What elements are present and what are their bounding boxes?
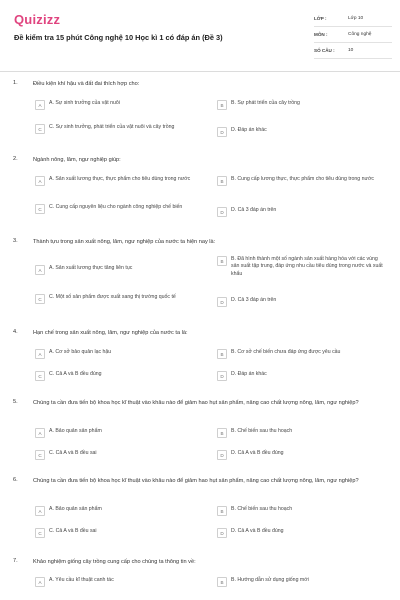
option-letter-box: D — [217, 371, 227, 381]
option-letter-box: B — [217, 349, 227, 359]
option-letter-box: B — [217, 577, 227, 587]
option-b[interactable] — [217, 506, 387, 516]
option-text: B. Cung cấp lương thực, thực phẩm cho tiêu dùng trong nước — [231, 176, 374, 182]
option-c[interactable] — [35, 204, 205, 214]
option-letter-box: D — [217, 207, 227, 217]
option-text: B. Cơ sở chế biến chưa đáp ứng được yêu cầu — [231, 349, 341, 355]
meta-subject-row — [314, 27, 392, 43]
option-letter-box: C — [35, 371, 45, 381]
question-number: 3. — [13, 238, 18, 244]
option-b[interactable] — [217, 176, 387, 186]
option-letter-box: C — [35, 204, 45, 214]
option-letter-box: A — [35, 349, 45, 359]
option-letter-box: A — [35, 428, 45, 438]
question-number: 5. — [13, 399, 18, 405]
meta-label: MÔN : — [314, 32, 328, 37]
question-number: 4. — [13, 329, 18, 335]
meta-count-row — [314, 43, 392, 59]
question-number: 1. — [13, 80, 18, 86]
option-c[interactable] — [35, 528, 205, 538]
option-letter-box: D — [217, 528, 227, 538]
meta-label: LỚP : — [314, 16, 327, 21]
option-text: B. Sự phát triển của cây trồng — [231, 100, 300, 106]
option-text: B. Đã hình thành một số ngành sản xuất hàng hóa với các vùng sản xuất tập trung, đáp ứng nhu cầu tiêu dùng trong nước và xuất khẩu — [231, 256, 383, 277]
option-text: A. Bảo quản sản phẩm — [49, 428, 102, 434]
meta-class-row — [314, 11, 392, 27]
option-letter-box: A — [35, 100, 45, 110]
question-number: 7. — [13, 558, 18, 564]
option-text: D. Đáp án khác — [231, 371, 267, 377]
option-text: D. Cả 3 đáp án trên — [231, 207, 277, 213]
option-letter-box: B — [217, 100, 227, 110]
option-text: C. Cả A và B đều đúng — [49, 371, 102, 377]
option-letter-box: A — [35, 506, 45, 516]
meta-value: 10 — [348, 48, 354, 53]
option-d[interactable] — [217, 371, 387, 381]
option-letter-box: A — [35, 176, 45, 186]
option-a[interactable] — [35, 176, 205, 186]
meta-value: Lớp 10 — [348, 16, 364, 21]
option-d[interactable] — [217, 297, 387, 307]
question-text: Chúng ta cần đưa tiến bộ khoa học kĩ thuật vào khâu nào để giảm hao hụt sản phẩm, nâng cao chất lượng nông, lâm, ngư nghiệp? — [33, 478, 359, 484]
option-c[interactable] — [35, 371, 205, 381]
option-text: B. Chế biến sau thu hoạch — [231, 506, 293, 512]
option-a[interactable] — [35, 349, 205, 359]
option-d[interactable] — [217, 450, 387, 460]
option-b[interactable] — [217, 577, 387, 587]
option-b[interactable] — [217, 100, 387, 110]
question-text: Khảo nghiệm giống cây trồng cung cấp cho chúng ta thông tin về: — [33, 559, 196, 565]
worksheet-header — [0, 0, 400, 72]
option-text: A. Sản xuất lương thực, thực phẩm cho tiêu dùng trong nước — [49, 176, 191, 182]
question-text: Ngành nông, lâm, ngư nghiệp giúp: — [33, 157, 121, 163]
option-letter-box: B — [217, 256, 227, 266]
option-text: C. Cung cấp nguyên liệu cho ngành công nghiệp chế biến — [49, 204, 183, 210]
option-text: D. Đáp án khác — [231, 127, 267, 133]
option-b[interactable] — [217, 349, 387, 359]
option-c[interactable] — [35, 294, 205, 304]
option-text: D. Cả A và B đều đúng — [231, 528, 284, 534]
question-list — [0, 72, 400, 600]
option-b[interactable] — [217, 256, 387, 278]
worksheet-meta — [314, 11, 392, 59]
option-text: C. Cả A và B đều sai — [49, 450, 97, 456]
option-letter-box: A — [35, 265, 45, 275]
page-title: Đề kiểm tra 15 phút Công nghệ 10 Học kì 1 có đáp án (Đề 3) — [14, 33, 223, 42]
option-a[interactable] — [35, 265, 205, 275]
option-text: B. Hướng dẫn sử dụng giống mới — [231, 577, 309, 583]
option-letter-box: D — [217, 127, 227, 137]
option-letter-box: D — [217, 450, 227, 460]
option-text: A. Bảo quản sản phẩm — [49, 506, 102, 512]
option-text: D. Cả 3 đáp án trên — [231, 297, 277, 303]
question-text: Chúng ta cần đưa tiến bộ khoa học kĩ thuật vào khâu nào để giảm hao hụt sản phẩm, nâng cao chất lượng nông, lâm, ngư nghiệp? — [33, 400, 359, 406]
question-number: 2. — [13, 156, 18, 162]
option-letter-box: C — [35, 294, 45, 304]
option-letter-box: C — [35, 450, 45, 460]
question-text: Thành tựu trong sản xuất nông, lâm, ngư nghiệp của nước ta hiện nay là: — [33, 239, 216, 245]
option-d[interactable] — [217, 127, 387, 137]
question-number: 6. — [13, 477, 18, 483]
meta-value: Công nghệ — [348, 32, 372, 37]
option-letter-box: C — [35, 124, 45, 134]
option-letter-box: B — [217, 506, 227, 516]
option-letter-box: B — [217, 176, 227, 186]
option-c[interactable] — [35, 124, 205, 134]
option-letter-box: B — [217, 428, 227, 438]
option-b[interactable] — [217, 428, 387, 438]
option-d[interactable] — [217, 207, 387, 217]
quizizz-logo: Quizizz — [14, 12, 61, 27]
option-text: C. Một số sản phẩm được xuất sang thị trường quốc tế — [49, 294, 176, 300]
option-c[interactable] — [35, 450, 205, 460]
option-text: A. Cơ sở bảo quản lạc hậu — [49, 349, 112, 355]
option-text: D. Cả A và B đều đúng — [231, 450, 284, 456]
option-a[interactable] — [35, 428, 205, 438]
option-a[interactable] — [35, 577, 205, 587]
question-text: Hạn chế trong sản xuất nông, lâm, ngư nghiệp của nước ta là: — [33, 330, 188, 336]
meta-label: SỐ CÂU : — [314, 48, 335, 53]
option-text: A. Sự sinh trưởng của vật nuôi — [49, 100, 120, 106]
option-d[interactable] — [217, 528, 387, 538]
option-letter-box: D — [217, 297, 227, 307]
option-letter-box: C — [35, 528, 45, 538]
option-text: A. Sản xuất lương thực tăng liên tục — [49, 265, 133, 271]
option-text: B. Chế biến sau thu hoạch — [231, 428, 293, 434]
question-text: Điều kiện khí hậu và đất đai thích hợp cho: — [33, 81, 140, 87]
option-text: C. Sự sinh trưởng, phát triển của vật nuôi và cây trồng — [49, 124, 175, 130]
option-letter-box: A — [35, 577, 45, 587]
option-text: A. Yêu cầu kĩ thuật canh tác — [49, 577, 114, 583]
option-a[interactable] — [35, 506, 205, 516]
option-text: C. Cả A và B đều sai — [49, 528, 97, 534]
option-a[interactable] — [35, 100, 205, 110]
